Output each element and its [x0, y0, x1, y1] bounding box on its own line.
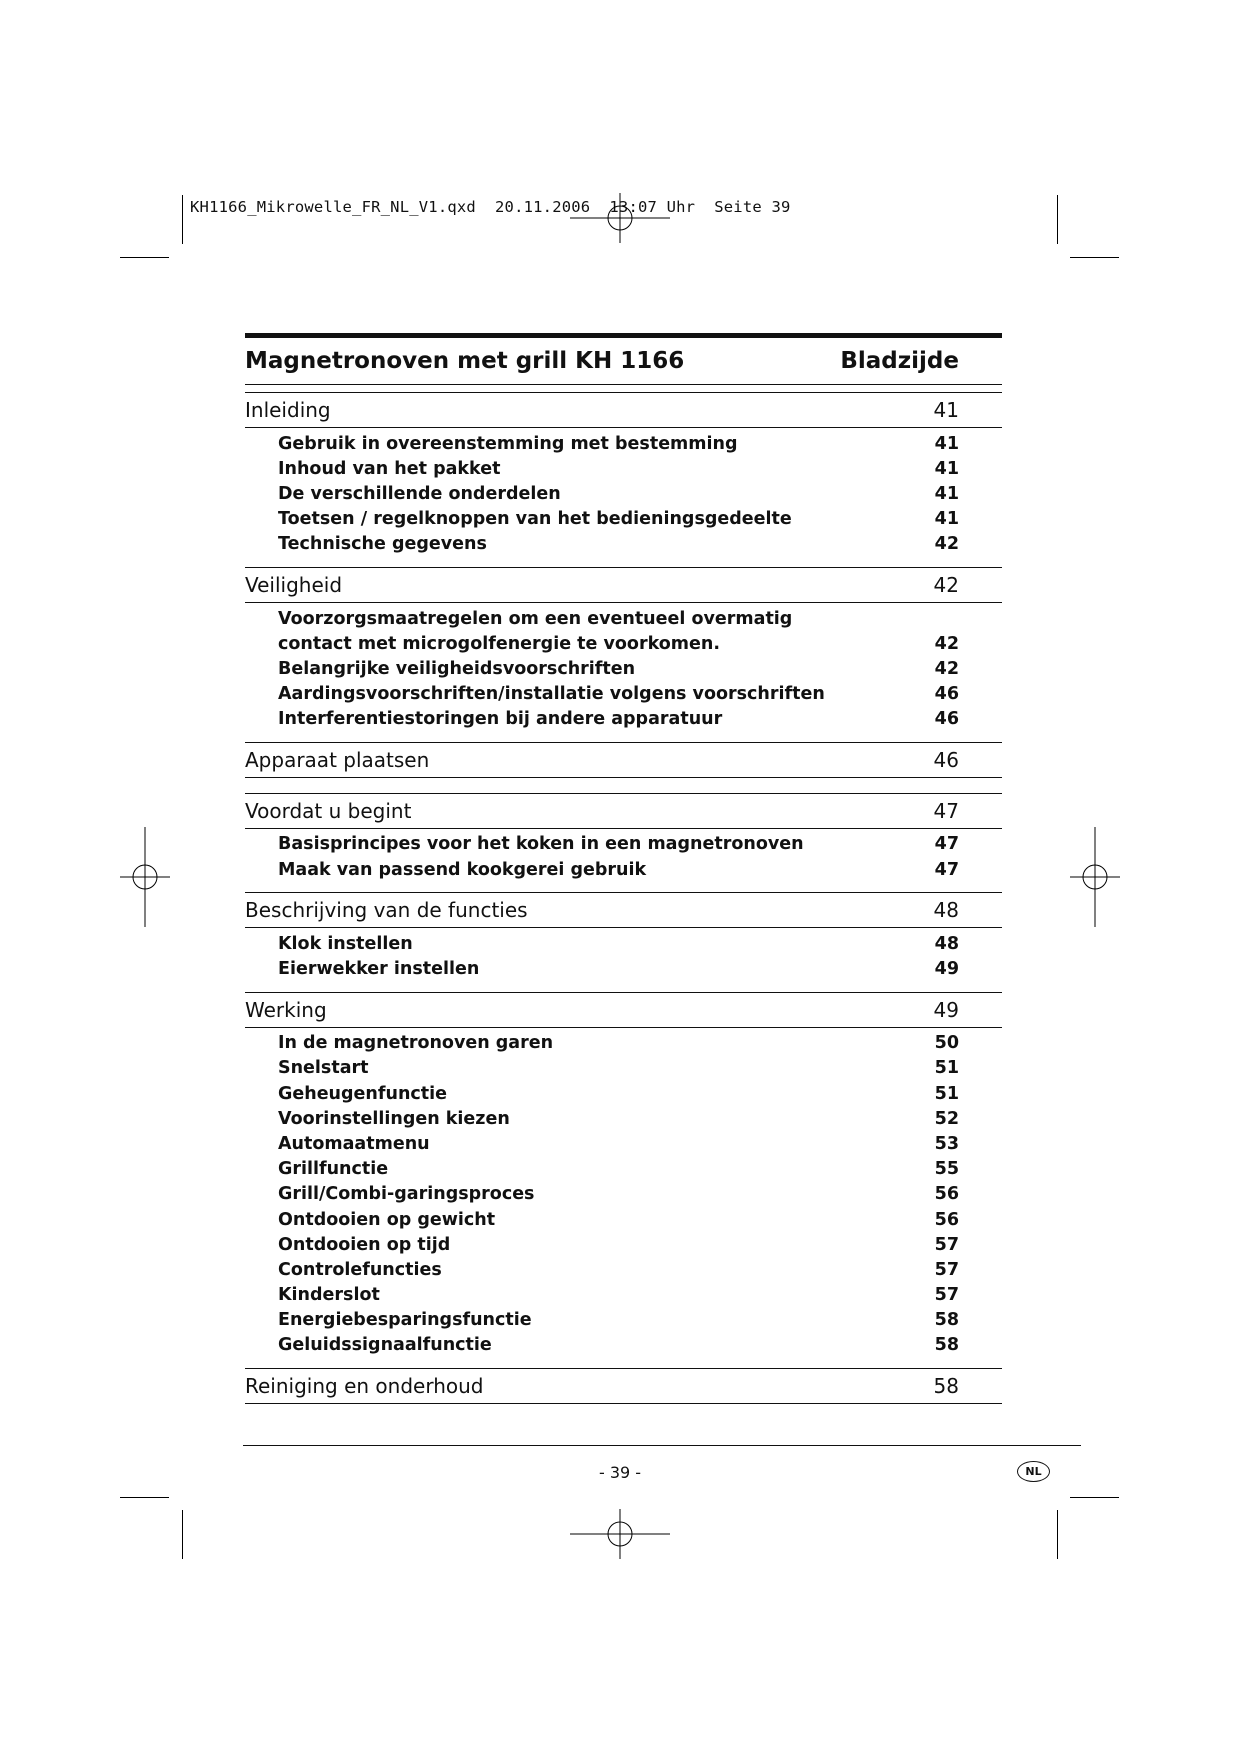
toc-entry-list [245, 928, 1002, 991]
section-title: Voordat u begint [245, 798, 412, 823]
entry-label: Kinderslot [278, 1285, 380, 1306]
entry-page-number: 41 [934, 483, 959, 504]
entry-page-number: 57 [934, 1234, 959, 1255]
toc-header [245, 338, 1002, 384]
section-title: Veiligheid [245, 572, 343, 597]
toc-section-heading[interactable] [245, 568, 1002, 602]
toc-entry[interactable] [245, 1081, 1002, 1106]
document-title: Magnetronoven met grill KH 1166 [245, 348, 685, 374]
entry-page-number: 48 [934, 933, 959, 954]
toc-entry[interactable] [245, 1333, 1002, 1358]
entry-label: Ontdooien op tijd [278, 1234, 451, 1255]
entry-page-number: 53 [934, 1133, 959, 1154]
toc-entry[interactable] [245, 481, 1002, 506]
entry-page-number: 41 [934, 509, 959, 530]
toc-entry[interactable] [245, 1308, 1002, 1333]
section-page-number: 48 [933, 898, 959, 923]
toc-section [245, 1368, 1002, 1419]
entry-page-number: 46 [934, 709, 959, 730]
entry-label: Voorzorgsmaatregelen om een eventueel overmatig [278, 608, 793, 629]
entry-label: Automaatmenu [278, 1133, 430, 1154]
toc-entry[interactable] [245, 1257, 1002, 1282]
section-title: Werking [245, 997, 327, 1022]
entry-label: Interferentiestoringen bij andere apparatuur [278, 709, 723, 730]
toc-entry-list [245, 1028, 1002, 1368]
registration-mark-icon [570, 1509, 670, 1559]
entry-page-number: 42 [934, 534, 959, 555]
entry-label: contact met microgolfenergie te voorkomen. [278, 633, 720, 654]
toc-section-heading[interactable] [245, 1369, 1002, 1403]
toc-section-heading[interactable] [245, 393, 1002, 427]
toc-entry-list [245, 428, 1002, 567]
entry-page-number: 52 [934, 1108, 959, 1129]
entry-label: Basisprincipes voor het koken in een magnetronoven [278, 834, 804, 855]
entry-page-number: 57 [934, 1285, 959, 1306]
section-page-number: 47 [933, 798, 959, 823]
toc-section [245, 742, 1002, 793]
entry-label: Toetsen / regelknoppen van het bedieningsgedeelte [278, 509, 792, 530]
crop-mark [1070, 1497, 1119, 1498]
entry-page-number: 51 [934, 1058, 959, 1079]
toc-entry[interactable] [245, 682, 1002, 707]
toc-entry[interactable] [245, 1106, 1002, 1131]
crop-mark [182, 195, 183, 244]
toc-section-heading[interactable] [245, 743, 1002, 777]
entry-label: Voorinstellingen kiezen [278, 1108, 510, 1129]
entry-label: Geheugenfunctie [278, 1083, 448, 1104]
section-title: Reiniging en onderhoud [245, 1374, 484, 1399]
section-page-number: 46 [933, 747, 959, 772]
section-title: Beschrijving van de functies [245, 898, 528, 923]
entry-label: Gebruik in overeenstemming met bestemming [278, 433, 738, 454]
toc-section [245, 793, 1002, 892]
entry-page-number: 55 [934, 1159, 959, 1180]
language-badge: NL [1017, 1461, 1050, 1482]
section-title: Apparaat plaatsen [245, 747, 430, 772]
entry-label: Snelstart [278, 1058, 369, 1079]
toc-entry-list [245, 829, 1002, 892]
toc-entry-list [245, 603, 1002, 742]
print-slug: KH1166_Mikrowelle_FR_NL_V1.qxd 20.11.2006 13:07 Uhr Seite 39 [190, 198, 791, 216]
toc-entry[interactable] [245, 832, 1002, 857]
section-page-number: 49 [933, 997, 959, 1022]
page-column-label: Bladzijde [840, 348, 959, 374]
entry-page-number: 42 [934, 633, 959, 654]
entry-page-number: 47 [934, 834, 959, 855]
entry-page-number: 51 [934, 1083, 959, 1104]
entry-label: Belangrijke veiligheidsvoorschriften [278, 658, 636, 679]
toc-entry[interactable] [245, 931, 1002, 956]
toc-entry[interactable] [245, 1182, 1002, 1207]
toc-entry[interactable] [245, 631, 1002, 656]
entry-label: Klok instellen [278, 933, 413, 954]
table-of-contents [245, 333, 1002, 1419]
toc-entry[interactable] [245, 1031, 1002, 1056]
entry-label: Controlefuncties [278, 1259, 442, 1280]
section-page-number: 42 [933, 572, 959, 597]
crop-mark [1070, 257, 1119, 258]
toc-section-heading[interactable] [245, 993, 1002, 1027]
toc-entry[interactable] [245, 956, 1002, 981]
section-page-number: 58 [933, 1374, 959, 1399]
toc-entry[interactable] [245, 1232, 1002, 1257]
entry-label: Energiebesparingsfunctie [278, 1310, 532, 1331]
entry-label: Ontdooien op gewicht [278, 1209, 496, 1230]
toc-section [245, 567, 1002, 742]
toc-section-heading[interactable] [245, 893, 1002, 927]
toc-entry[interactable] [245, 1056, 1002, 1081]
entry-page-number: 42 [934, 658, 959, 679]
registration-mark-icon [570, 193, 670, 243]
toc-entry[interactable] [245, 1131, 1002, 1156]
section-title: Inleiding [245, 398, 331, 422]
entry-label: De verschillende onderdelen [278, 483, 561, 504]
registration-mark-icon [120, 827, 170, 927]
entry-page-number: 50 [934, 1033, 959, 1054]
entry-page-number: 49 [934, 959, 959, 980]
toc-section [245, 992, 1002, 1368]
entry-page-number: 56 [934, 1184, 959, 1205]
entry-label: Inhoud van het pakket [278, 458, 501, 479]
toc-section-heading[interactable] [245, 794, 1002, 828]
page-number: - 39 - [598, 1463, 642, 1482]
entry-page-number: 41 [934, 458, 959, 479]
entry-label: Technische gegevens [278, 534, 487, 555]
entry-label: Grillfunctie [278, 1159, 389, 1180]
toc-section [245, 892, 1002, 991]
toc-section [245, 392, 1002, 567]
entry-page-number: 58 [934, 1335, 959, 1356]
toc-entry[interactable] [245, 857, 1002, 882]
entry-label: Grill/Combi-garingsproces [278, 1184, 535, 1205]
toc-entry[interactable] [245, 1157, 1002, 1182]
entry-label: Aardingsvoorschriften/installatie volgens voorschriften [278, 684, 825, 705]
toc-entry[interactable] [245, 431, 1002, 456]
toc-entry[interactable] [245, 606, 1002, 631]
registration-mark-icon [1070, 827, 1120, 927]
entry-label: Eierwekker instellen [278, 959, 480, 980]
footer-divider [243, 1445, 1081, 1446]
entry-page-number: 56 [934, 1209, 959, 1230]
toc-entry[interactable] [245, 707, 1002, 732]
crop-mark [1057, 195, 1058, 244]
toc-entry[interactable] [245, 532, 1002, 557]
toc-entry[interactable] [245, 1207, 1002, 1232]
crop-mark [182, 1510, 183, 1559]
entry-page-number: 41 [934, 433, 959, 454]
entry-page-number: 46 [934, 684, 959, 705]
entry-label: Geluidssignaalfunctie [278, 1335, 492, 1356]
toc-entry[interactable] [245, 507, 1002, 532]
entry-page-number: 47 [934, 859, 959, 880]
crop-mark [1057, 1510, 1058, 1559]
entry-label: Maak van passend kookgerei gebruik [278, 859, 647, 880]
toc-entry[interactable] [245, 656, 1002, 681]
entry-page-number: 57 [934, 1259, 959, 1280]
crop-mark [120, 1497, 169, 1498]
toc-entry[interactable] [245, 1283, 1002, 1308]
toc-entry[interactable] [245, 456, 1002, 481]
entry-label: In de magnetronoven garen [278, 1033, 554, 1054]
crop-mark [120, 257, 169, 258]
section-page-number: 41 [933, 398, 959, 422]
entry-page-number: 58 [934, 1310, 959, 1331]
